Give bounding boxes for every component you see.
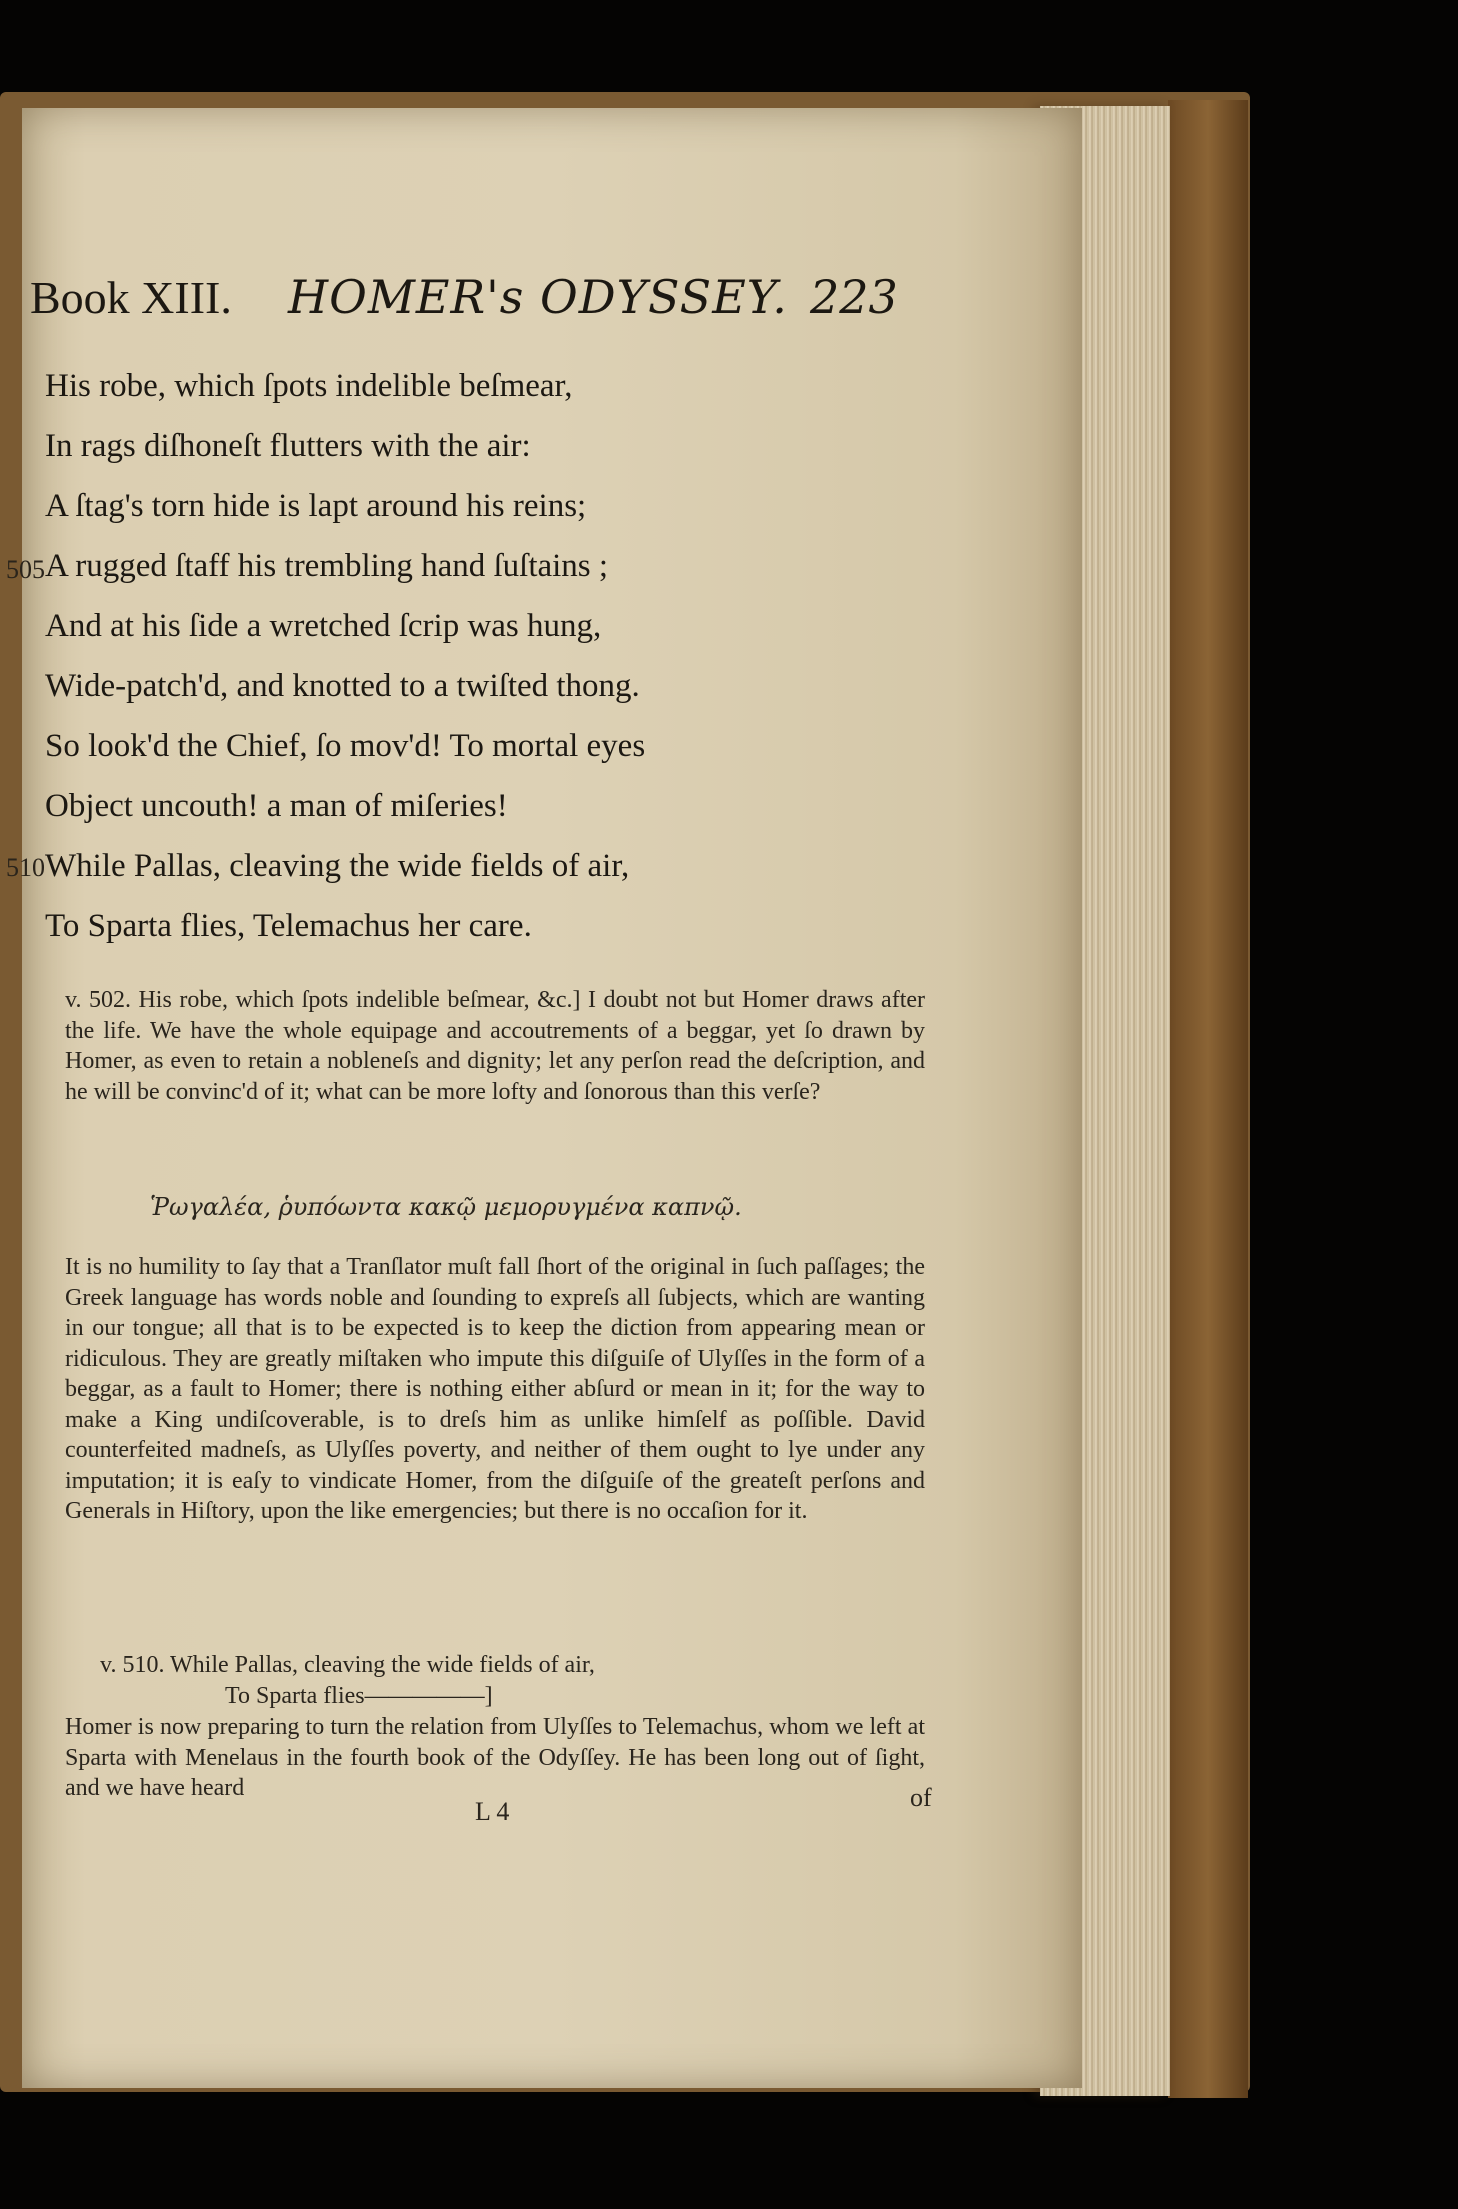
- verse-line: In rags diſhoneſt flutters with the air:: [45, 428, 531, 464]
- verse-line: A rugged ſtaff his trembling hand ſuſtains ;: [45, 548, 609, 584]
- verse-line: While Pallas, cleaving the wide fields of air,: [45, 848, 630, 884]
- footnote: v. 502. His robe, which ſpots indelible beſmear, &c.] I doubt not but Homer draws after the life. We have the whole equipage and accoutrements of a beggar, yet ſo drawn by Homer, as even to retain a nobleneſs and dignity; let any perſon read the deſcription, and he will be convinc'd of it; what can be more lofty and ſonorous than this verſe?: [65, 987, 925, 1105]
- running-header: [30, 270, 898, 324]
- footnote-reference: To Sparta flies—————]: [225, 1683, 493, 1709]
- verse-line: A ſtag's torn hide is lapt around his reins;: [45, 488, 587, 524]
- header-book: Book XIII.: [30, 272, 232, 323]
- verse-line: So look'd the Chief, ſo mov'd! To mortal eyes: [45, 728, 646, 764]
- footnote-reference: v. 510. While Pallas, cleaving the wide fields of air,: [100, 1652, 595, 1678]
- book-spine: [1168, 100, 1248, 2098]
- verse-line: Wide-patch'd, and knotted to a twiſted thong.: [45, 668, 640, 704]
- header-title: HOMER's ODYSSEY.: [288, 270, 788, 324]
- footnote: Homer is now preparing to turn the relation from Ulyſſes to Telemachus, whom we left at Sparta with Menelaus in the fourth book of the Odyſſey. He has been long out of ſight, and we have heard: [65, 1714, 925, 1801]
- catchword: of: [910, 1783, 932, 1812]
- verse-line: And at his ſide a wretched ſcrip was hung,: [45, 608, 602, 644]
- signature-mark: L 4: [475, 1797, 510, 1826]
- line-number: 505: [6, 555, 45, 584]
- verse-line: His robe, which ſpots indelible beſmear,: [45, 368, 573, 404]
- line-number: 510: [6, 853, 45, 882]
- verse-line: Object uncouth! a man of miſeries!: [45, 788, 508, 824]
- footnote: It is no humility to ſay that a Tranſlator muſt fall ſhort of the original in ſuch paſſages; the Greek language has words noble and ſounding to expreſs all ſubjects, which are wanting in our tongue; all that is to be expected is to keep the diction from appearing mean or ridiculous. They are greatly miſtaken who impute this diſguiſe of Ulyſſes in the form of a beggar, as a fault to Homer; there is nothing either abſurd or mean in it; for the way to make a King undiſcoverable, is to dreſs him as unlike himſelf as poſſible. David counterfeited madneſs, as Ulyſſes poverty, and neither of them ought to lye under any imputation; it is eaſy to vindicate Homer, from the diſguiſe of the greateſt perſons and Generals in Hiſtory, upon the like emergencies; but there is no occaſion for it.: [65, 1254, 925, 1524]
- page-number: 223: [810, 270, 898, 324]
- verse-line: To Sparta flies, Telemachus her care.: [45, 908, 532, 944]
- greek-quote: Ῥωγαλέα, ῥυπόωντα κακῷ μεμορυγμένα καπνῷ.: [150, 1193, 742, 1221]
